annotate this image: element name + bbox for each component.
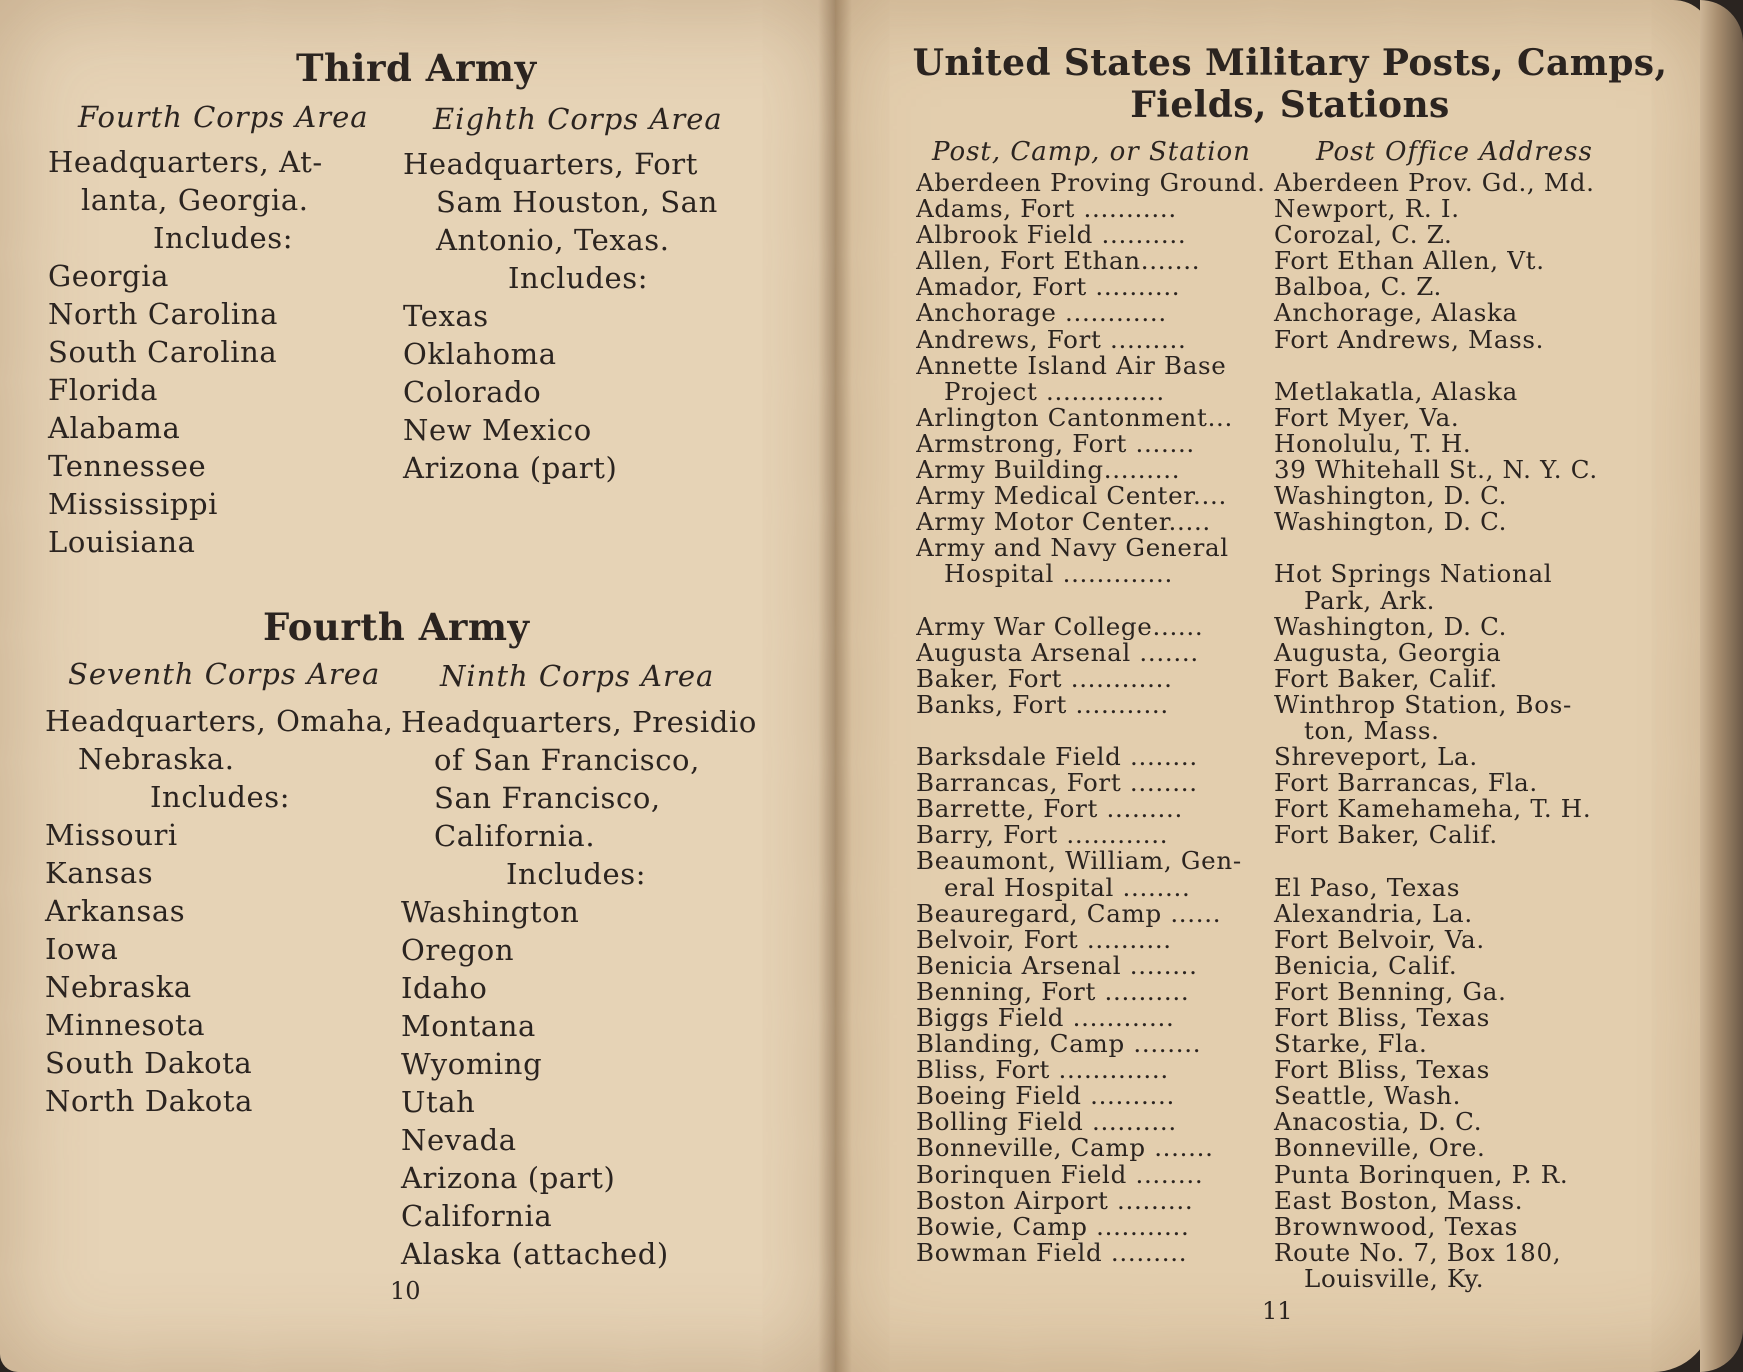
post-row <box>916 898 1598 928</box>
state-item: Kansas <box>45 856 154 890</box>
state-item: New Mexico <box>403 413 592 447</box>
state-item: Oklahoma <box>403 337 557 371</box>
book-gutter <box>818 0 852 1372</box>
ninth-corps-area-title: Ninth Corps Area <box>440 659 715 693</box>
state-item: Colorado <box>403 375 542 409</box>
state-item: Missouri <box>45 818 178 852</box>
post-row <box>916 402 1598 432</box>
post-row <box>916 535 1598 561</box>
post-row <box>916 1135 1598 1161</box>
headquarters-line: lanta, Georgia. <box>81 183 309 217</box>
state-item: South Carolina <box>48 335 278 369</box>
post-office-address: Fort Baker, Calif. <box>1274 663 1498 693</box>
post-row <box>916 689 1598 719</box>
post-name: Barry, Fort ............ <box>916 822 1169 849</box>
includes-label: Includes: <box>508 261 649 295</box>
posts-list <box>916 170 1598 1292</box>
post-row <box>916 950 1598 980</box>
post-row <box>916 1185 1598 1215</box>
headquarters-line: of San Francisco, <box>434 743 700 777</box>
post-name: Bowman Field ......... <box>916 1239 1188 1266</box>
post-row <box>916 353 1598 379</box>
includes-label: Includes: <box>506 857 647 891</box>
column-header-post: Post, Camp, or Station <box>932 137 1251 167</box>
post-name: Army and Navy General <box>916 535 1229 562</box>
post-office-address: 39 Whitehall St., N. Y. C. <box>1274 455 1598 485</box>
post-office-address: Augusta, Georgia <box>1274 637 1502 667</box>
post-name: Barrancas, Fort ........ <box>916 770 1198 797</box>
state-item: Montana <box>401 1009 536 1043</box>
state-item: Georgia <box>48 259 169 293</box>
post-name: Amador, Fort .......... <box>916 274 1181 301</box>
posts-page-title <box>905 42 1675 126</box>
post-row <box>916 770 1598 796</box>
post-office-address: Louisville, Ky. <box>1304 1263 1485 1293</box>
state-item: Wyoming <box>401 1047 543 1081</box>
post-office-address: Anchorage, Alaska <box>1274 298 1518 328</box>
state-item: Idaho <box>401 971 488 1005</box>
post-office-address: Fort Barrancas, Fla. <box>1274 768 1538 798</box>
post-row <box>916 796 1598 822</box>
post-name: Baker, Fort ............ <box>916 665 1173 692</box>
title-line: Fields, Stations <box>1130 84 1450 126</box>
headquarters-line: Headquarters, At- <box>48 145 323 179</box>
fourth-corps-area-block <box>48 143 323 561</box>
post-office-address: El Paso, Texas <box>1274 872 1461 902</box>
headquarters-line: Headquarters, Presidio <box>401 705 757 739</box>
post-row <box>916 483 1598 509</box>
post-name: Bliss, Fort ............. <box>916 1057 1169 1084</box>
post-name: Bonneville, Camp ....... <box>916 1135 1214 1162</box>
state-item: Mississippi <box>48 487 219 521</box>
state-item: Arizona (part) <box>403 451 618 485</box>
post-office-address: Route No. 7, Box 180, <box>1274 1237 1562 1267</box>
post-row <box>916 196 1598 222</box>
post-office-address: Aberdeen Prov. Gd., Md. <box>1274 168 1595 197</box>
post-office-address: Benicia, Calif. <box>1274 950 1458 980</box>
post-row <box>916 428 1598 458</box>
includes-label: Includes: <box>153 221 294 255</box>
post-name: Augusta Arsenal ....... <box>916 639 1199 666</box>
headquarters-line: California. <box>434 819 596 853</box>
post-row <box>916 1237 1598 1267</box>
post-office-address: Metlakatla, Alaska <box>1274 376 1518 406</box>
post-office-address: Fort Kamehameha, T. H. <box>1274 794 1592 824</box>
post-name: Biggs Field ............ <box>916 1005 1175 1032</box>
post-office-address: Newport, R. I. <box>1274 194 1460 224</box>
post-row <box>916 611 1598 641</box>
post-row <box>916 1031 1598 1057</box>
post-row <box>916 744 1598 770</box>
state-item: Washington <box>401 895 580 929</box>
post-name: Army War College...... <box>916 613 1204 640</box>
eighth-corps-area-title: Eighth Corps Area <box>433 102 723 136</box>
post-office-address: Fort Bliss, Texas <box>1274 1003 1490 1032</box>
seventh-corps-area-block <box>45 702 393 1120</box>
post-name: Borinquen Field ........ <box>916 1161 1204 1188</box>
title-line: United States Military Posts, Camps, <box>912 42 1668 84</box>
post-row <box>916 872 1598 902</box>
headquarters-line: Sam Houston, San <box>436 185 718 219</box>
post-name: Boston Airport ......... <box>916 1187 1194 1214</box>
post-office-address: Punta Borinquen, P. R. <box>1274 1159 1569 1189</box>
column-header-address: Post Office Address <box>1316 137 1593 167</box>
eighth-corps-area-block <box>403 145 718 487</box>
post-row <box>916 715 1598 745</box>
page-number-right: 11 <box>1262 1297 1293 1325</box>
post-office-address: Fort Andrews, Mass. <box>1274 324 1545 354</box>
state-item: Louisiana <box>48 525 196 559</box>
page-number-left: 10 <box>390 1277 421 1305</box>
post-office-address: Fort Benning, Ga. <box>1274 976 1507 1006</box>
state-item: Nebraska <box>45 970 192 1004</box>
post-office-address: Winthrop Station, Bos- <box>1274 689 1572 719</box>
post-row <box>916 1109 1598 1135</box>
post-name: Andrews, Fort ......... <box>916 326 1187 353</box>
state-item: North Dakota <box>45 1084 253 1118</box>
post-name: Benning, Fort .......... <box>916 978 1190 1005</box>
post-row <box>916 376 1598 406</box>
headquarters-line: Headquarters, Fort <box>403 147 699 181</box>
state-item: Tennessee <box>48 449 207 483</box>
post-name <box>916 718 1274 744</box>
post-row <box>916 1057 1598 1083</box>
post-row <box>916 170 1598 196</box>
post-row <box>916 663 1598 693</box>
post-row <box>916 1083 1598 1109</box>
post-row <box>916 1159 1598 1189</box>
post-row <box>916 1263 1598 1293</box>
post-row <box>916 1005 1598 1031</box>
post-name: Albrook Field .......... <box>916 222 1187 249</box>
state-item: Arizona (part) <box>401 1161 616 1195</box>
post-office-address: Fort Belvoir, Va. <box>1274 924 1485 954</box>
headquarters-line: Headquarters, Omaha, <box>45 704 394 738</box>
state-item: Alaska (attached) <box>401 1237 669 1271</box>
post-name: Allen, Fort Ethan....... <box>916 248 1201 275</box>
headquarters-line: San Francisco, <box>434 781 661 815</box>
post-office-address: Shreveport, La. <box>1274 742 1478 772</box>
post-office-address: Brownwood, Texas <box>1274 1211 1519 1241</box>
post-row <box>916 848 1598 874</box>
post-name: Project .............. <box>944 378 1165 405</box>
post-office-address: Bonneville, Ore. <box>1274 1133 1486 1163</box>
post-name: Beaumont, William, Gen- <box>916 848 1242 875</box>
includes-label: Includes: <box>150 780 291 814</box>
post-row <box>916 976 1598 1006</box>
fourth-army-title: Fourth Army <box>263 605 530 649</box>
post-name: Adams, Fort ........... <box>916 196 1177 223</box>
post-office-address: Fort Bliss, Texas <box>1274 1055 1490 1085</box>
post-name: Army Medical Center.... <box>916 483 1227 510</box>
post-name: Army Motor Center..... <box>916 509 1211 536</box>
post-office-address: Washington, D. C. <box>1274 481 1508 511</box>
post-name: Boeing Field .......... <box>916 1083 1175 1110</box>
post-row <box>916 274 1598 300</box>
post-row <box>916 561 1598 587</box>
state-item: Oregon <box>401 933 515 967</box>
post-name: Army Building......... <box>916 457 1181 484</box>
post-name: Bolling Field .......... <box>916 1109 1177 1136</box>
ninth-corps-area-block <box>401 703 757 1273</box>
post-name <box>916 588 1274 614</box>
post-office-address: Park, Ark. <box>1304 585 1436 615</box>
post-row <box>916 585 1598 615</box>
fourth-corps-area-title: Fourth Corps Area <box>78 100 369 134</box>
post-row <box>916 924 1598 954</box>
post-row <box>916 457 1598 483</box>
post-office-address: Fort Myer, Va. <box>1274 402 1460 432</box>
state-item: Florida <box>48 373 159 407</box>
state-item: Minnesota <box>45 1008 206 1042</box>
post-row <box>916 509 1598 535</box>
state-item: North Carolina <box>48 297 278 331</box>
post-office-address: Honolulu, T. H. <box>1274 428 1472 458</box>
post-name: Barksdale Field ........ <box>916 744 1198 771</box>
post-name: Anchorage ............ <box>916 300 1167 327</box>
post-name: Arlington Cantonment... <box>916 404 1234 431</box>
post-name: Benicia Arsenal ........ <box>916 952 1198 979</box>
state-item: Arkansas <box>45 894 186 928</box>
page-edges <box>1700 0 1743 1372</box>
third-army-title: Third Army <box>296 46 537 90</box>
post-name: Beauregard, Camp ...... <box>916 900 1222 927</box>
post-name: Annette Island Air Base <box>916 352 1227 379</box>
state-item: Alabama <box>48 411 181 445</box>
state-item: California <box>401 1199 553 1233</box>
state-item: Texas <box>403 299 489 333</box>
post-name <box>916 1266 1274 1292</box>
post-row <box>916 300 1598 326</box>
post-office-address: Fort Baker, Calif. <box>1274 820 1498 850</box>
post-office-address: Balboa, C. Z. <box>1274 272 1442 302</box>
post-row <box>916 1211 1598 1241</box>
post-office-address: Anacostia, D. C. <box>1274 1107 1483 1137</box>
post-name: Hospital ............. <box>944 561 1173 588</box>
post-name: eral Hospital ........ <box>944 874 1191 901</box>
post-office-address: Starke, Fla. <box>1274 1029 1428 1059</box>
post-name: Armstrong, Fort ....... <box>916 430 1195 458</box>
post-office-address: Corozal, C. Z. <box>1274 220 1453 250</box>
post-office-address: ton, Mass. <box>1304 715 1440 745</box>
post-row <box>916 324 1598 354</box>
post-office-address: Seattle, Wash. <box>1274 1081 1462 1111</box>
post-row <box>916 822 1598 848</box>
post-office-address: Fort Ethan Allen, Vt. <box>1274 246 1545 276</box>
post-office-address: Washington, D. C. <box>1274 611 1508 641</box>
state-item: Nevada <box>401 1123 517 1157</box>
post-name: Barrette, Fort ......... <box>916 796 1183 823</box>
post-office-address: Alexandria, La. <box>1274 898 1473 928</box>
state-item: South Dakota <box>45 1046 253 1080</box>
post-name: Banks, Fort ........... <box>916 691 1169 718</box>
post-name: Bowie, Camp ........... <box>916 1213 1190 1240</box>
headquarters-line: Antonio, Texas. <box>436 223 670 257</box>
post-office-address: Hot Springs National <box>1274 559 1553 589</box>
headquarters-line: Nebraska. <box>78 742 235 776</box>
post-row <box>916 637 1598 667</box>
post-name: Blanding, Camp ........ <box>916 1031 1202 1058</box>
seventh-corps-area-title: Seventh Corps Area <box>68 657 381 691</box>
state-item: Utah <box>401 1085 476 1119</box>
state-item: Iowa <box>45 932 119 966</box>
post-office-address: East Boston, Mass. <box>1274 1185 1524 1215</box>
post-name: Aberdeen Proving Ground. <box>916 170 1266 197</box>
post-row <box>916 222 1598 248</box>
post-row <box>916 248 1598 274</box>
post-office-address: Washington, D. C. <box>1274 507 1508 537</box>
post-name: Belvoir, Fort .......... <box>916 926 1172 953</box>
